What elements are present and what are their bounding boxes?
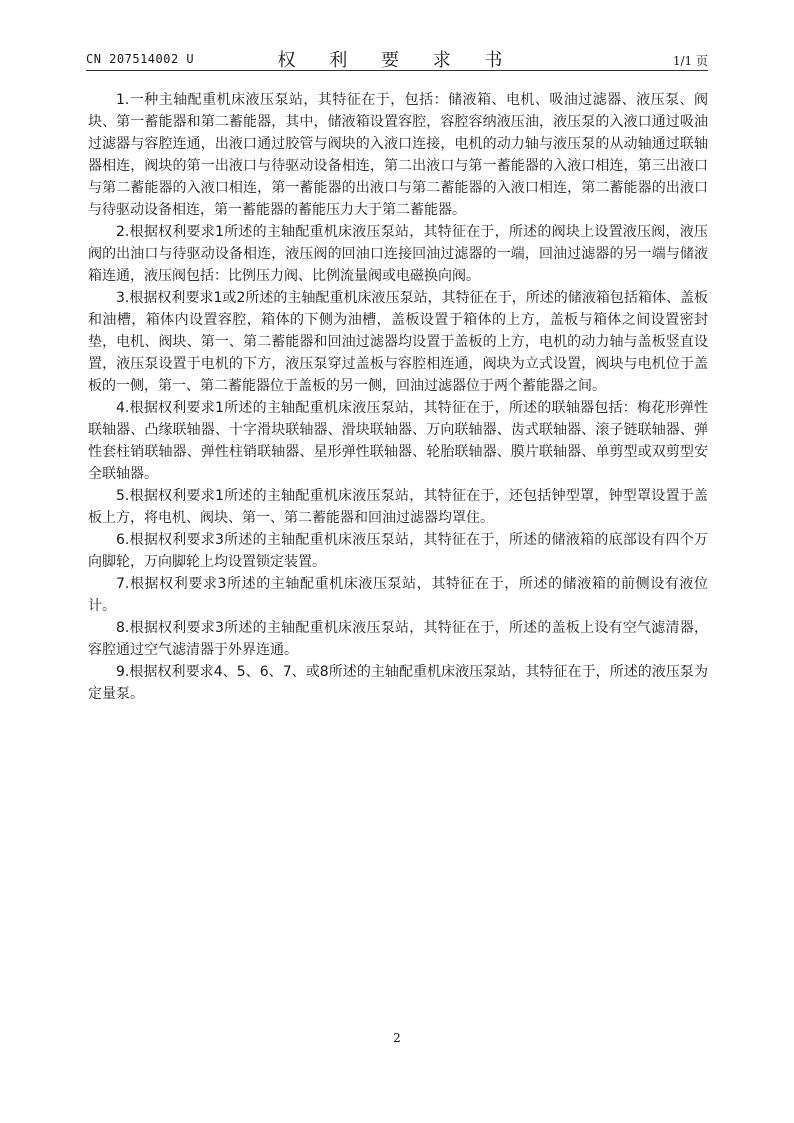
header-divider: [86, 70, 708, 71]
claim-paragraph: 2.根据权利要求1所述的主轴配重机床液压泵站，其特征在于，所述的阀块上设置液压阀，液压阀的出油口与待驱动设备相连，液压阀的回油口连接回油过滤器的一端，回油过滤器的另一端与储液箱连通，液压阀包括：比例压力阀、比例流量阀或电磁换向阀。: [88, 224, 708, 284]
page-number: 2: [393, 1031, 401, 1045]
document-title: 权 利 要 求 书: [277, 50, 517, 71]
page-header: [86, 46, 708, 71]
claim-paragraph: 5.根据权利要求1所述的主轴配重机床液压泵站，其特征在于，还包括钟型罩，钟型罩设置于盖板上方，将电机、阀块、第一、第二蓄能器和回油过滤器均罩住。: [88, 488, 708, 526]
claim-paragraph: 4.根据权利要求1所述的主轴配重机床液压泵站，其特征在于，所述的联轴器包括：梅花形弹性联轴器、凸缘联轴器、十字滑块联轴器、滑块联轴器、万向联轴器、齿式联轴器、滚子链联轴器、弹性套柱销联轴器、弹性柱销联轴器、星形弹性联轴器、轮胎联轴器、膜片联轴器、单剪型或双剪型安全联轴器。: [88, 400, 708, 482]
claim-paragraph: 1.一种主轴配重机床液压泵站，其特征在于，包括：储液箱、电机、吸油过滤器、液压泵、阀块、第一蓄能器和第二蓄能器，其中，储液箱设置容腔，容腔容纳液压油，液压泵的入液口通过吸油过滤器与容腔连通，出液口通过胶管与阀块的入液口连接，电机的动力轴与液压泵的从动轴通过联轴器相连，阀块的第一出液口与待驱动设备相连，第二出液口与第一蓄能器的入液口相连，第三出液口与第二蓄能器的入液口相连，第一蓄能器的出液口与第二蓄能器的入液口相连，第二蓄能器的出液口与待驱动设备相连，第一蓄能器的蓄能压力大于第二蓄能器。: [88, 92, 708, 218]
claim-paragraph: 8.根据权利要求3所述的主轴配重机床液压泵站，其特征在于，所述的盖板上设有空气滤清器，容腔通过空气滤清器于外界连通。: [88, 620, 708, 658]
claim-paragraph: 7.根据权利要求3所述的主轴配重机床液压泵站，其特征在于，所述的储液箱的前侧设有液位计。: [88, 576, 708, 614]
claim-paragraph: 9.根据权利要求4、5、6、7、或8所述的主轴配重机床液压泵站，其特征在于，所述的液压泵为定量泵。: [88, 664, 708, 702]
document-number: CN 207514002 U: [86, 52, 195, 66]
claim-paragraph: 3.根据权利要求1或2所述的主轴配重机床液压泵站，其特征在于，所述的储液箱包括箱体、盖板和油槽，箱体内设置容腔，箱体的下侧为油槽，盖板设置于箱体的上方，盖板与箱体之间设置密封垫，电机、阀块、第一、第二蓄能器和回油过滤器均设置于盖板的上方，电机的动力轴与盖板竖直设置，液压泵设置于电机的下方，液压泵穿过盖板与容腔相连通，阀块为立式设置，阀块与电机位于盖板的一侧，第一、第二蓄能器位于盖板的另一侧，回油过滤器位于两个蓄能器之间。: [88, 290, 708, 394]
page-count: 1/1 页: [672, 54, 708, 68]
claim-paragraph: 6.根据权利要求3所述的主轴配重机床液压泵站，其特征在于，所述的储液箱的底部设有四个万向脚轮，万向脚轮上均设置锁定装置。: [88, 532, 708, 570]
claims-body: [88, 89, 708, 705]
